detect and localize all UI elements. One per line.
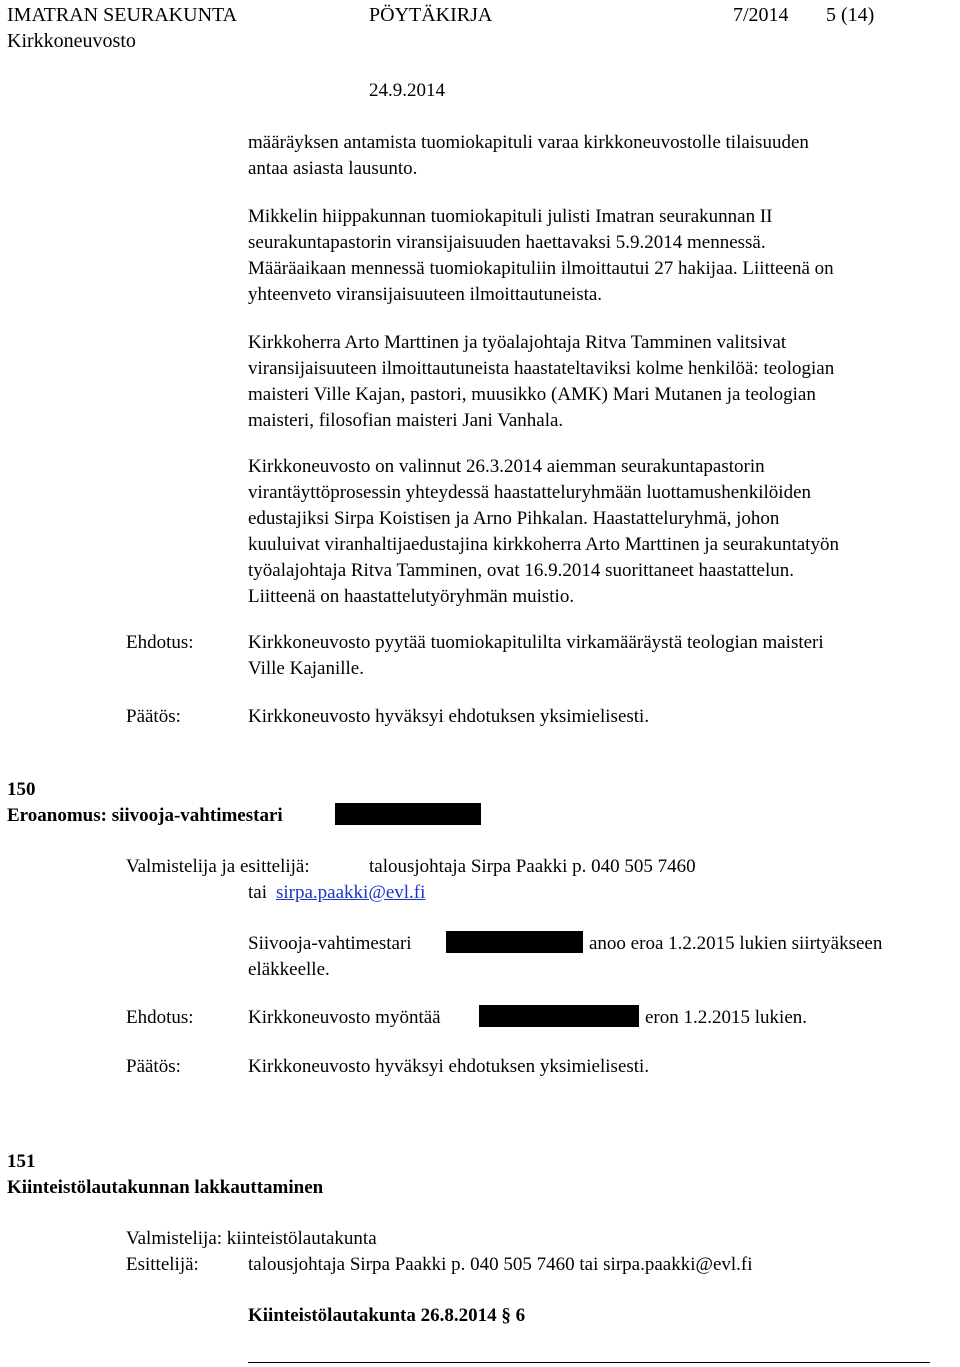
preparer-label: Valmistelija ja esittelijä: bbox=[126, 856, 310, 877]
paragraph-line: seurakuntapastorin viransijaisuuden haettavaksi 5.9.2014 mennessä. bbox=[248, 232, 766, 253]
preparer-value: talousjohtaja Sirpa Paakki p. 040 505 7460 bbox=[369, 856, 696, 877]
paragraph-line: Mikkelin hiippakunnan tuomiokapituli julisti Imatran seurakunnan II bbox=[248, 206, 773, 227]
paragraph-line: antaa asiasta lausunto. bbox=[248, 158, 418, 179]
redaction-block bbox=[446, 931, 583, 953]
body-text: anoo eroa 1.2.2015 lukien siirtyäkseen bbox=[589, 933, 883, 954]
proposal-text: eron 1.2.2015 lukien. bbox=[645, 1007, 808, 1028]
paragraph-line: maisteri Ville Kajan, pastori, muusikko (AMK) Mari Mutanen ja teologian bbox=[248, 384, 816, 405]
section-number: 151 bbox=[7, 1151, 36, 1172]
header-org: IMATRAN SEURAKUNTA bbox=[7, 4, 238, 26]
decision-label: Päätös: bbox=[126, 1056, 181, 1077]
paragraph-line: Kirkkoneuvosto on valinnut 26.3.2014 aiemman seurakuntapastorin bbox=[248, 456, 765, 477]
proposal-label: Ehdotus: bbox=[126, 632, 194, 653]
header-number: 7/2014 bbox=[733, 4, 789, 26]
paragraph-line: viransijaisuuteen ilmoittautuneista haastateltaviksi kolme henkilöä: teologian bbox=[248, 358, 835, 379]
divider-line bbox=[248, 1362, 930, 1363]
decision-label: Päätös: bbox=[126, 706, 181, 727]
paragraph-line: työalajohtaja Ritva Tamminen, ovat 16.9.2014 suorittaneet haastattelun. bbox=[248, 560, 795, 581]
section-title: Eroanomus: siivooja-vahtimestari bbox=[7, 805, 283, 826]
redaction-block bbox=[479, 1005, 639, 1027]
paragraph-line: maisteri, filosofian maisteri Jani Vanhala. bbox=[248, 410, 564, 431]
body-text: eläkkeelle. bbox=[248, 959, 330, 980]
section-number: 150 bbox=[7, 779, 36, 800]
paragraph-line: kuuluivat viranhaltijaedustajina kirkkoherra Arto Marttinen ja seurakuntatyön bbox=[248, 534, 839, 555]
decision-text: Kirkkoneuvosto hyväksyi ehdotuksen yksimielisesti. bbox=[248, 1056, 650, 1077]
paragraph-line: määräyksen antamista tuomiokapituli varaa kirkkoneuvostolle tilaisuuden bbox=[248, 132, 809, 153]
paragraph-line: Määräaikaan mennessä tuomiokapituliin ilmoittautui 27 hakijaa. Liitteenä on bbox=[248, 258, 834, 279]
redaction-block bbox=[335, 803, 481, 825]
presenter-label: Esittelijä: bbox=[126, 1254, 199, 1275]
header-doc-type: PÖYTÄKIRJA bbox=[369, 4, 493, 26]
proposal-label: Ehdotus: bbox=[126, 1007, 194, 1028]
presenter-value: talousjohtaja Sirpa Paakki p. 040 505 7460 tai sirpa.paakki@evl.fi bbox=[248, 1254, 753, 1275]
paragraph-line: Kirkkoherra Arto Marttinen ja työalajohtaja Ritva Tamminen valitsivat bbox=[248, 332, 787, 353]
proposal-text: Kirkkoneuvosto pyytää tuomiokapitulilta virkamääräystä teologian maisteri bbox=[248, 632, 824, 653]
paragraph-line: virantäyttöprosessin yhteydessä haastatteluryhmään luottamushenkilöiden bbox=[248, 482, 812, 503]
email-link[interactable]: sirpa.paakki@evl.fi bbox=[276, 882, 426, 903]
or-text: tai bbox=[248, 882, 267, 903]
paragraph-line: edustajiksi Sirpa Koistisen ja Arno Pihkalan. Haastatteluryhmä, johon bbox=[248, 508, 780, 529]
header-body: Kirkkoneuvosto bbox=[7, 30, 136, 52]
paragraph-line: yhteenveto viransijaisuuteen ilmoittautuneista. bbox=[248, 284, 603, 305]
body-text: Siivooja-vahtimestari bbox=[248, 933, 412, 954]
header-date: 24.9.2014 bbox=[369, 80, 445, 101]
subheading: Kiinteistölautakunta 26.8.2014 § 6 bbox=[248, 1305, 526, 1326]
proposal-text: Ville Kajanille. bbox=[248, 658, 364, 679]
header-page: 5 (14) bbox=[826, 4, 875, 26]
decision-text: Kirkkoneuvosto hyväksyi ehdotuksen yksimielisesti. bbox=[248, 706, 650, 727]
preparer-text: Valmistelija: kiinteistölautakunta bbox=[126, 1228, 377, 1249]
proposal-text: Kirkkoneuvosto myöntää bbox=[248, 1007, 441, 1028]
section-title: Kiinteistölautakunnan lakkauttaminen bbox=[7, 1177, 324, 1198]
paragraph-line: Liitteenä on haastattelutyöryhmän muistio. bbox=[248, 586, 575, 607]
